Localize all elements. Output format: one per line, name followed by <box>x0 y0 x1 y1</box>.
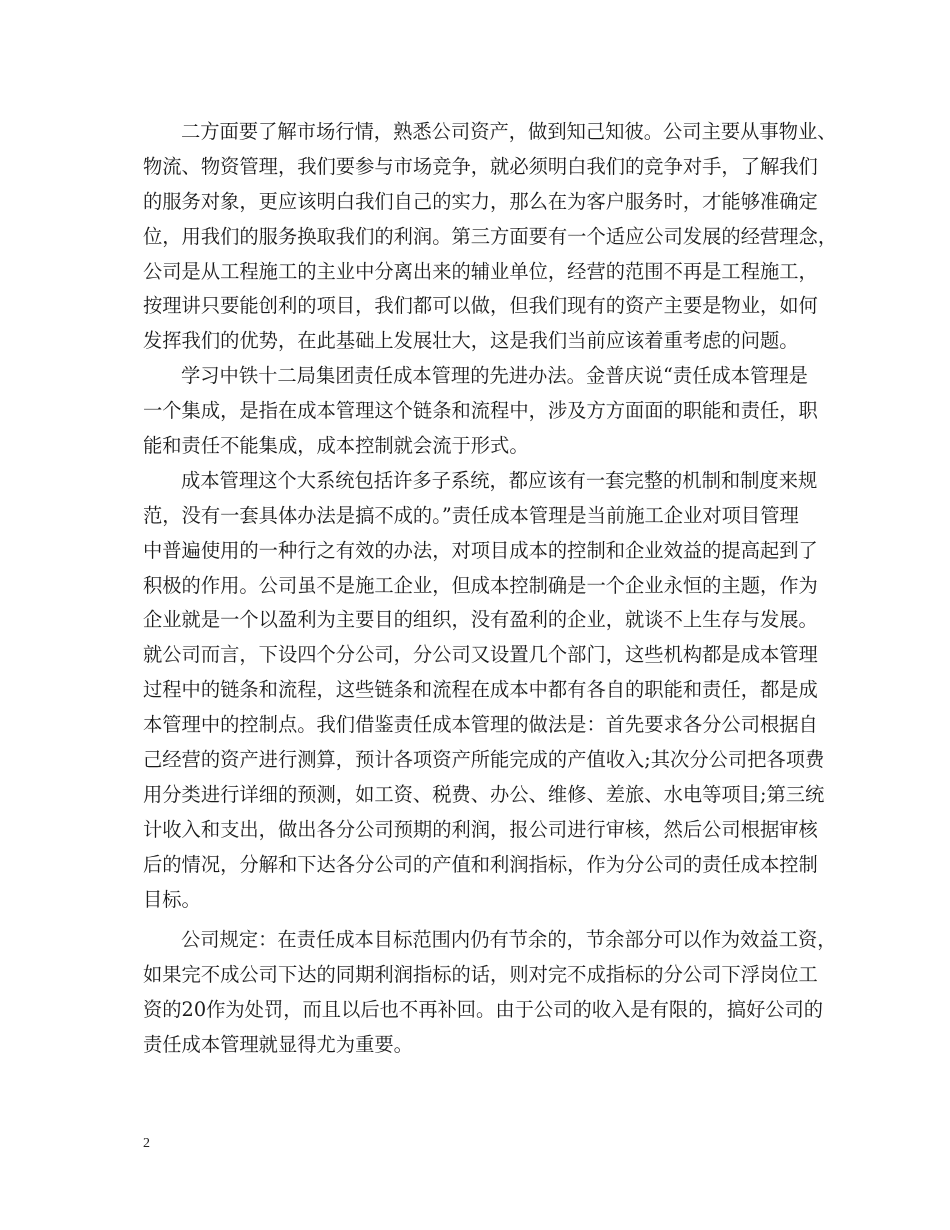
text-line: 中普遍使用的一种行之有效的办法，对项目成本的控制和企业效益的提高起到了 <box>143 538 818 562</box>
text-line: 如果完不成公司下达的同期利润指标的话，则对完不成指标的分公司下浮岗位工 <box>143 963 818 987</box>
text-line: 按理讲只要能创利的项目，我们都可以做，但我们现有的资产主要是物业，如何 <box>143 294 818 318</box>
text-line: 资的20作为处罚，而且以后也不再补回。由于公司的收入是有限的，搞好公司的 <box>143 998 824 1022</box>
paragraph <box>143 464 825 918</box>
page-number: 2 <box>143 1136 150 1151</box>
text-line: 公司是从工程施工的主业中分离出来的辅业单位，经营的范围不再是工程施工， <box>143 259 818 283</box>
text-line: 计收入和支出，做出各分公司预期的利润，报公司进行审核，然后公司根据审核 <box>143 817 818 841</box>
text-line: 一个集成，是指在成本管理这个链条和流程中，涉及方方面面的职能和责任，职 <box>143 399 818 423</box>
text-line: 目标。 <box>143 887 201 911</box>
text-line: 物流、物资管理，我们要参与市场竞争，就必须明白我们的竞争对手，了解我们 <box>143 154 818 178</box>
text-line: 企业就是一个以盈利为主要目的组织，没有盈利的企业，就谈不上生存与发展。 <box>143 608 818 632</box>
paragraph <box>143 359 818 464</box>
text-line: 用分类进行详细的预测，如工资、税费、办公、维修、差旅、水电等项目;第三统 <box>143 782 825 806</box>
text-line: 公司规定：在责任成本目标范围内仍有节余的，节余部分可以作为效益工资， <box>181 928 837 952</box>
text-line: 责任成本管理就显得尤为重要。 <box>143 1033 413 1057</box>
text-line: 后的情况，分解和下达各分公司的产值和利润指标，作为分公司的责任成本控制 <box>143 852 818 876</box>
text-line: 发挥我们的优势，在此基础上发展壮大，这是我们当前应该着重考虑的问题。 <box>143 329 799 353</box>
text-line: 过程中的链条和流程，这些链条和流程在成本中都有各自的职能和责任，都是成 <box>143 678 818 702</box>
text-line: 的服务对象，更应该明白我们自己的实力，那么在为客户服务时，才能够准确定 <box>143 189 818 213</box>
text-line: 成本管理这个大系统包括许多子系统，都应该有一套完整的机制和制度来规 <box>181 468 818 492</box>
text-line: 就公司而言，下设四个分公司，分公司又设置几个部门，这些机构都是成本管理 <box>143 643 818 667</box>
paragraph <box>143 923 837 1063</box>
text-line: 二方面要了解市场行情，熟悉公司资产，做到知己知彼。公司主要从事物业、 <box>181 120 837 143</box>
text-line: 范，没有一套具体办法是搞不成的。”责任成本管理是当前施工企业对项目管理 <box>143 503 799 527</box>
text-line: 积极的作用。公司虽不是施工企业，但成本控制确是一个企业永恒的主题，作为 <box>143 573 818 597</box>
text-line: 位，用我们的服务换取我们的利润。第三方面要有一个适应公司发展的经营理念， <box>143 224 838 248</box>
document-body <box>143 115 838 1063</box>
text-line: 能和责任不能集成，成本控制就会流于形式。 <box>143 434 529 458</box>
text-line: 己经营的资产进行测算，预计各项资产所能完成的产值收入;其次分公司把各项费 <box>143 748 825 772</box>
text-line: 本管理中的控制点。我们借鉴责任成本管理的做法是：首先要求各分公司根据自 <box>143 713 818 737</box>
paragraph <box>143 115 838 359</box>
text-line: 学习中铁十二局集团责任成本管理的先进办法。金普庆说“责任成本管理是 <box>181 364 808 388</box>
